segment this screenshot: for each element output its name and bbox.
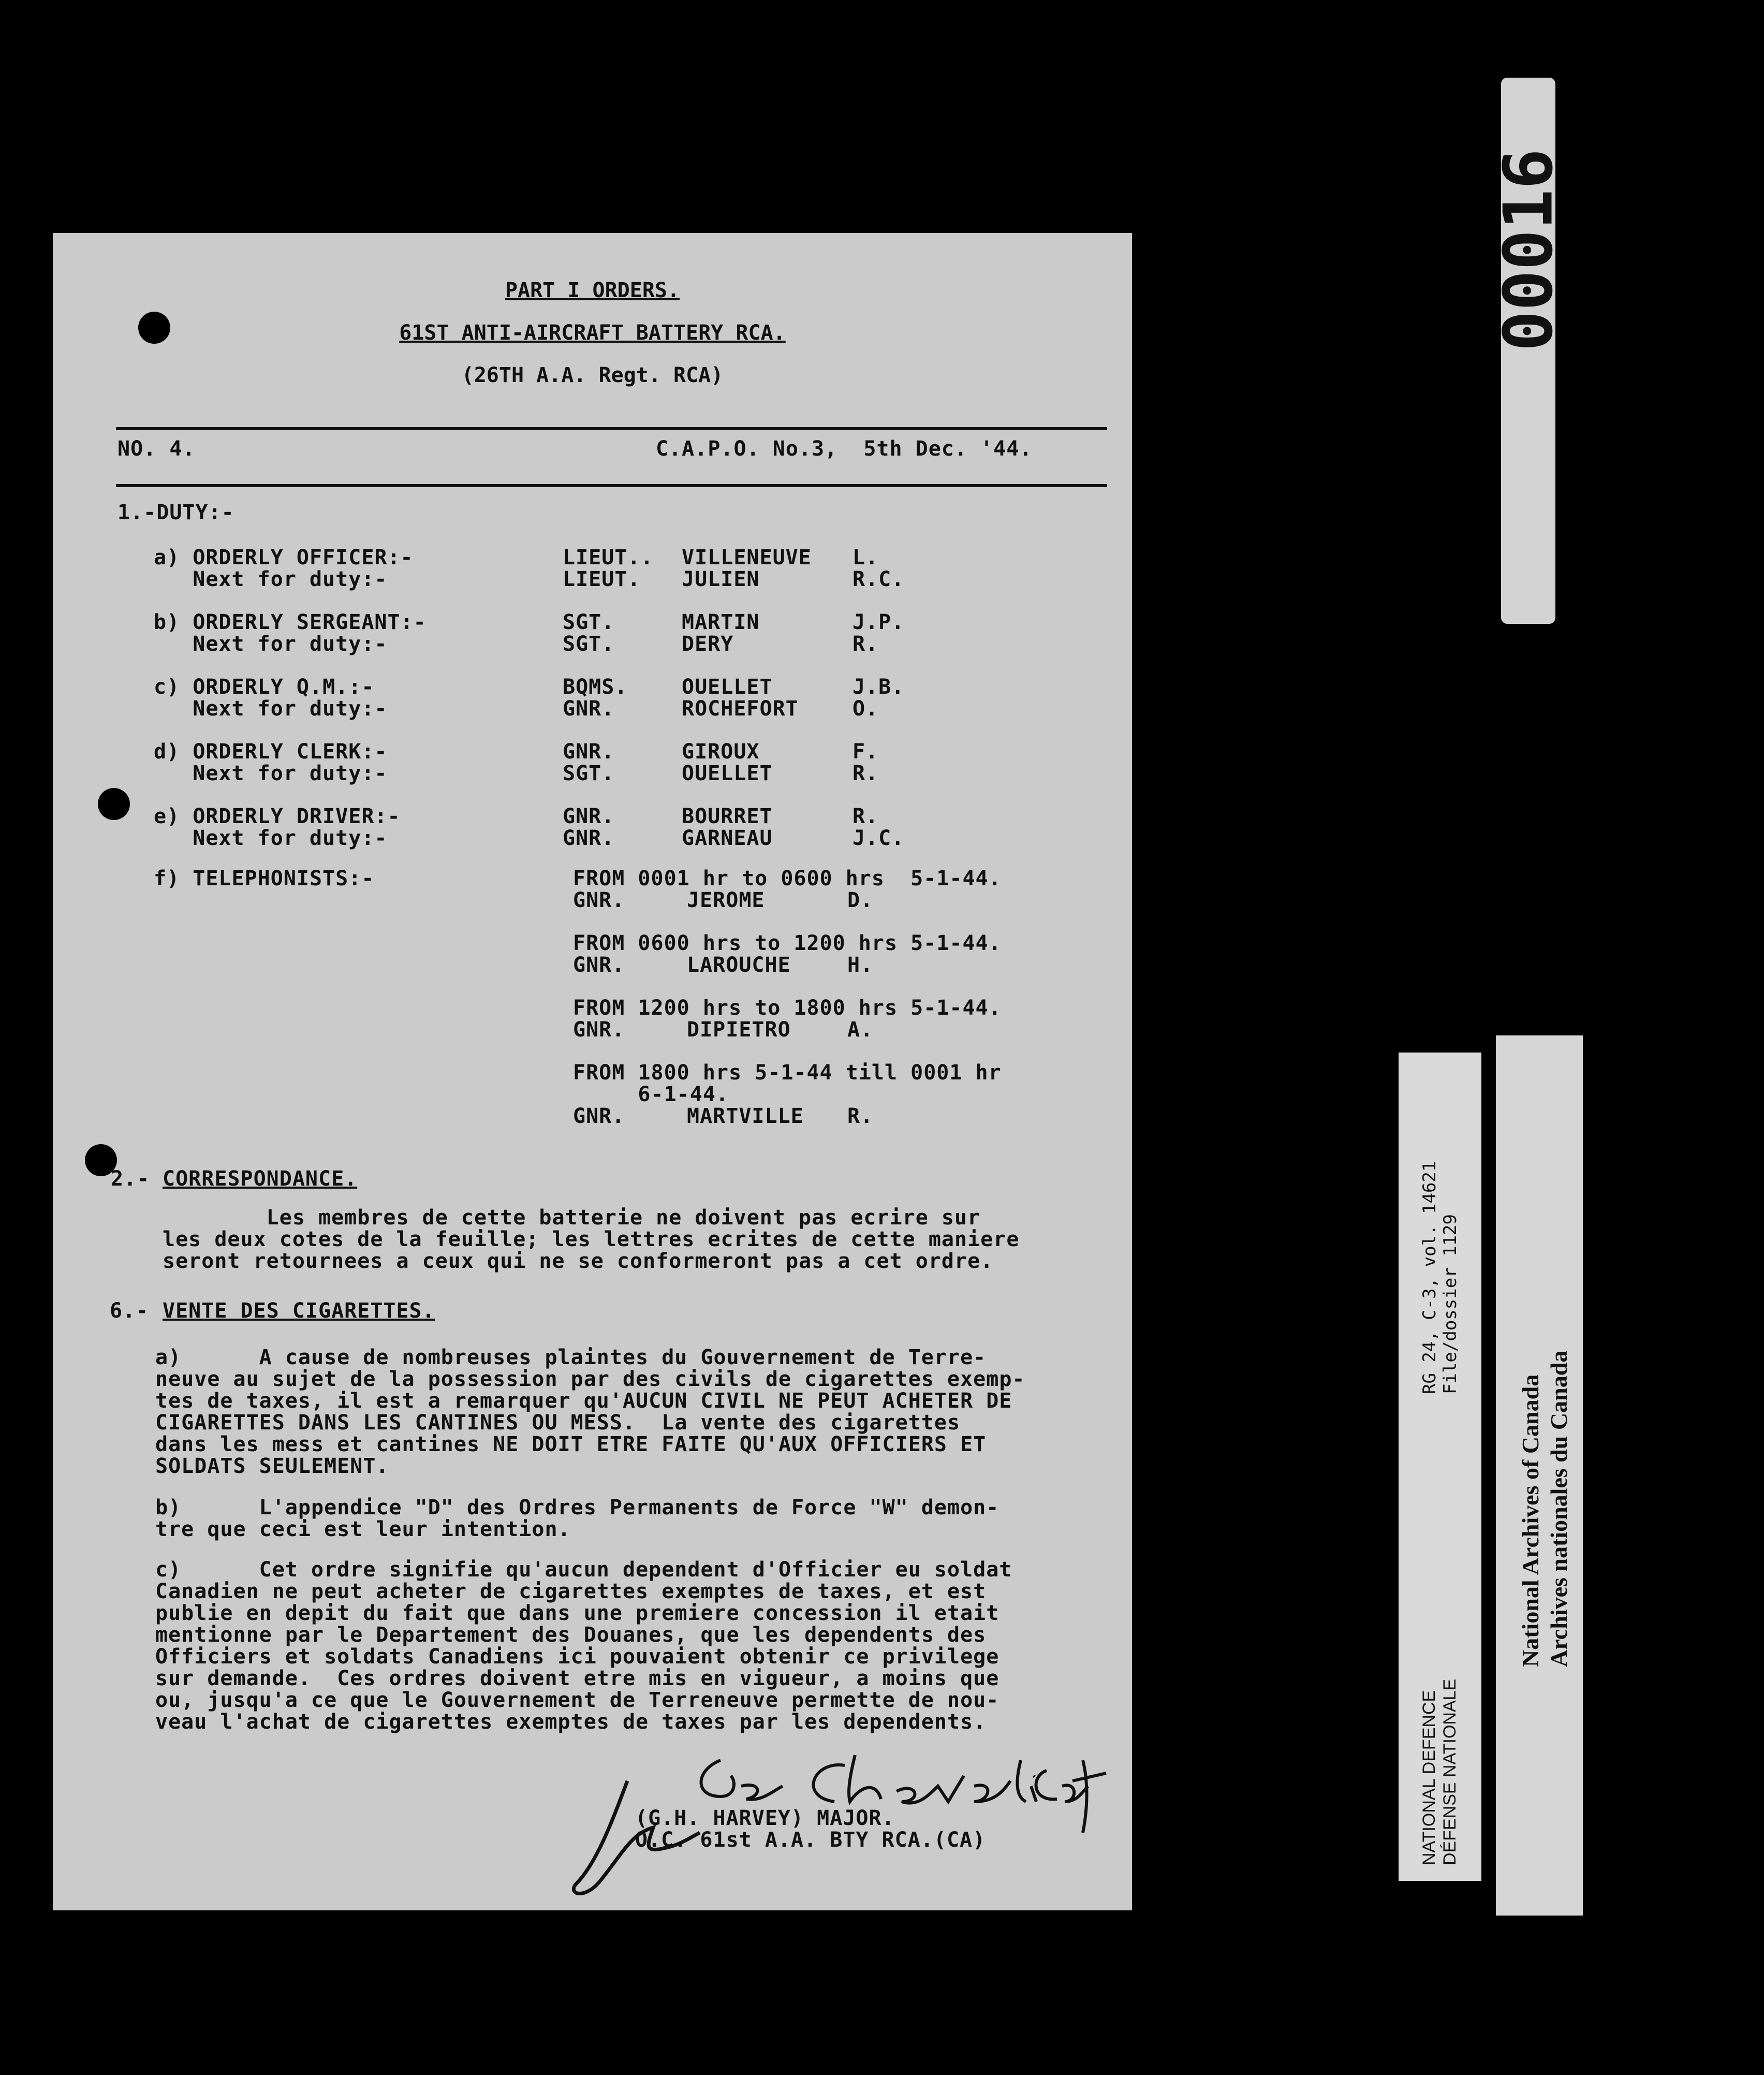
shift-time: FROM 0600 hrs to 1200 hrs 5-1-44. (573, 931, 1002, 955)
duty-name: ROCHEFORT (682, 697, 799, 721)
duty-name: OUELLET (682, 762, 773, 785)
section6-number: 6.- (110, 1299, 149, 1323)
header-line3: (26TH A.A. Regt. RCA) (461, 363, 724, 387)
duty-rank: SGT. (563, 762, 615, 785)
duty-name: DERY (682, 632, 734, 656)
shift-name: JEROME (687, 888, 765, 912)
archives-fr-label: Archives nationales du Canada (1546, 1350, 1572, 1667)
paragraph-line: tre que ceci est leur intention. (155, 1517, 571, 1541)
archive-ref-line2: File/dossier 1129 (1440, 1214, 1461, 1394)
shift-time: FROM 0001 hr to 0600 hrs 5-1-44. (573, 867, 1002, 890)
archives-label-strip (1496, 1035, 1583, 1916)
duty-label: Next for duty:- (154, 632, 388, 656)
duty-label: e) ORDERLY DRIVER:- (154, 805, 401, 828)
section1-title: 1.-DUTY:- (117, 501, 234, 524)
handwritten-signature (565, 1750, 1109, 1905)
duty-name: VILLENEUVE (682, 546, 812, 569)
telephonists-label: f) TELEPHONISTS:- (154, 867, 375, 890)
document-page (53, 233, 1132, 1910)
duty-label: Next for duty:- (154, 567, 388, 591)
paragraph-line: les deux cotes de la feuille; les lettres ecrites de cette maniere (163, 1228, 1020, 1251)
archive-ref-line1: RG 24, C-3, vol. 14621 (1419, 1161, 1440, 1394)
duty-label: Next for duty:- (154, 762, 388, 785)
shift-name: LAROUCHE (687, 953, 791, 977)
archive-reference-strip (1399, 1053, 1481, 1881)
paragraph-line: tes de taxes, il est a remarquer qu'AUCUN CIVIL NE PEUT ACHETER DE (155, 1389, 1012, 1413)
paragraph-line: SOLDATS SEULEMENT. (155, 1454, 389, 1478)
duty-initials: R.C. (852, 567, 905, 591)
duty-label: b) ORDERLY SERGEANT:- (154, 610, 427, 634)
shift-initials: D. (847, 888, 874, 912)
duty-initials: L. (852, 546, 879, 569)
paragraph-line: Les membres de cette batterie ne doivent pas ecrire sur (163, 1206, 981, 1230)
duty-label: c) ORDERLY Q.M.:- (154, 675, 375, 699)
paragraph-line: c) Cet ordre signifie qu'aucun dependent d'Officier eu soldat (155, 1558, 1012, 1582)
duty-rank: GNR. (563, 826, 615, 850)
paragraph-line: veau l'achat de cigarettes exemptes de taxes par les dependents. (155, 1710, 987, 1734)
duty-rank: SGT. (563, 632, 615, 656)
duty-initials: J.P. (852, 610, 905, 634)
duty-initials: R. (852, 805, 879, 828)
duty-name: GIROUX (682, 740, 760, 764)
duty-initials: R. (852, 762, 879, 785)
shift-time: FROM 1800 hrs 5-1-44 till 0001 hr (573, 1061, 1002, 1085)
duty-label: Next for duty:- (154, 826, 388, 850)
paragraph-line: a) A cause de nombreuses plaintes du Gouvernement de Terre- (155, 1346, 987, 1369)
duty-initials: O. (852, 697, 879, 721)
frame-number-stamp (1489, 78, 1568, 624)
paragraph-line: mentionne par le Departement des Douanes, que les dependents des (155, 1623, 987, 1647)
duty-name: BOURRET (682, 805, 773, 828)
dept-line1: NATIONAL DEFENCE (1419, 1690, 1439, 1865)
duty-rank: GNR. (563, 805, 615, 828)
duty-initials: J.B. (852, 675, 905, 699)
duty-initials: R. (852, 632, 879, 656)
duty-initials: F. (852, 740, 879, 764)
duty-rank: BQMS. (563, 675, 628, 699)
frame-number: 00016 (1489, 149, 1568, 352)
duty-rank: GNR. (563, 697, 615, 721)
paragraph-line: b) L'appendice "D" des Ordres Permanents de Force "W" demon- (155, 1496, 999, 1519)
shift-initials: H. (847, 953, 874, 977)
paragraph-line: neuve au sujet de la possession par des civils de cigarettes exemp- (155, 1367, 1025, 1391)
bottom-rule (116, 484, 1107, 487)
paragraph-line: seront retournees a ceux qui ne se conformeront pas a cet ordre. (163, 1249, 994, 1273)
paragraph-line: ou, jusqu'a ce que le Gouvernement de Terreneuve permette de nou- (155, 1688, 999, 1712)
shift-rank: GNR. (573, 888, 625, 912)
shift-name: DIPIETRO (687, 1018, 791, 1042)
duty-name: OUELLET (682, 675, 773, 699)
shift-name: MARTVILLE (687, 1104, 804, 1128)
archives-en-label: National Archives of Canada (1517, 1374, 1544, 1667)
shift-time: FROM 1200 hrs to 1800 hrs 5-1-44. (573, 996, 1002, 1020)
shift-rank: GNR. (573, 1018, 625, 1042)
punch-hole-middle (98, 788, 130, 820)
signature-name-line: (G.H. HARVEY) MAJOR. (635, 1806, 895, 1830)
header-line2: 61ST ANTI-AIRCRAFT BATTERY RCA. (399, 321, 786, 345)
paragraph-line: dans les mess et cantines NE DOIT ETRE FAITE QU'AUX OFFICIERS ET (155, 1433, 987, 1456)
paragraph-line: sur demande. Ces ordres doivent etre mis en vigueur, a moins que (155, 1667, 999, 1690)
section2-title: CORRESPONDANCE. (163, 1167, 358, 1191)
duty-rank: SGT. (563, 610, 615, 634)
section2-number: 2.- (111, 1167, 150, 1191)
paragraph-line: Officiers et soldats Canadiens ici pouvaient obtenir ce privilege (155, 1645, 999, 1669)
duty-rank: LIEUT.. (563, 546, 654, 569)
header-line1: PART I ORDERS. (505, 279, 680, 302)
shift-time-cont: 6-1-44. (573, 1083, 729, 1106)
duty-label: a) ORDERLY OFFICER:- (154, 546, 414, 569)
place-date: C.A.P.O. No.3, 5th Dec. '44. (656, 437, 1033, 461)
shift-initials: R. (847, 1104, 874, 1128)
duty-name: GARNEAU (682, 826, 773, 850)
duty-label: Next for duty:- (154, 697, 388, 721)
signature-title-line: O.C. 61st A.A. BTY RCA.(CA) (635, 1828, 986, 1852)
shift-initials: A. (847, 1018, 874, 1042)
duty-label: d) ORDERLY CLERK:- (154, 740, 388, 764)
order-number: NO. 4. (117, 437, 196, 461)
duty-rank: LIEUT. (563, 567, 641, 591)
top-rule (116, 427, 1107, 430)
dept-line2: DÉFENSE NATIONALE (1440, 1678, 1460, 1865)
duty-name: JULIEN (682, 567, 760, 591)
duty-name: MARTIN (682, 610, 760, 634)
shift-rank: GNR. (573, 953, 625, 977)
duty-rank: GNR. (563, 740, 615, 764)
paragraph-line: publie en depit du fait que dans une premiere concession il etait (155, 1601, 999, 1625)
shift-rank: GNR. (573, 1104, 625, 1128)
paragraph-line: CIGARETTES DANS LES CANTINES OU MESS. La vente des cigarettes (155, 1411, 961, 1435)
paragraph-line: Canadien ne peut acheter de cigarettes exemptes de taxes, et est (155, 1580, 987, 1603)
section6-title: VENTE DES CIGARETTES. (163, 1299, 435, 1323)
duty-initials: J.C. (852, 826, 905, 850)
